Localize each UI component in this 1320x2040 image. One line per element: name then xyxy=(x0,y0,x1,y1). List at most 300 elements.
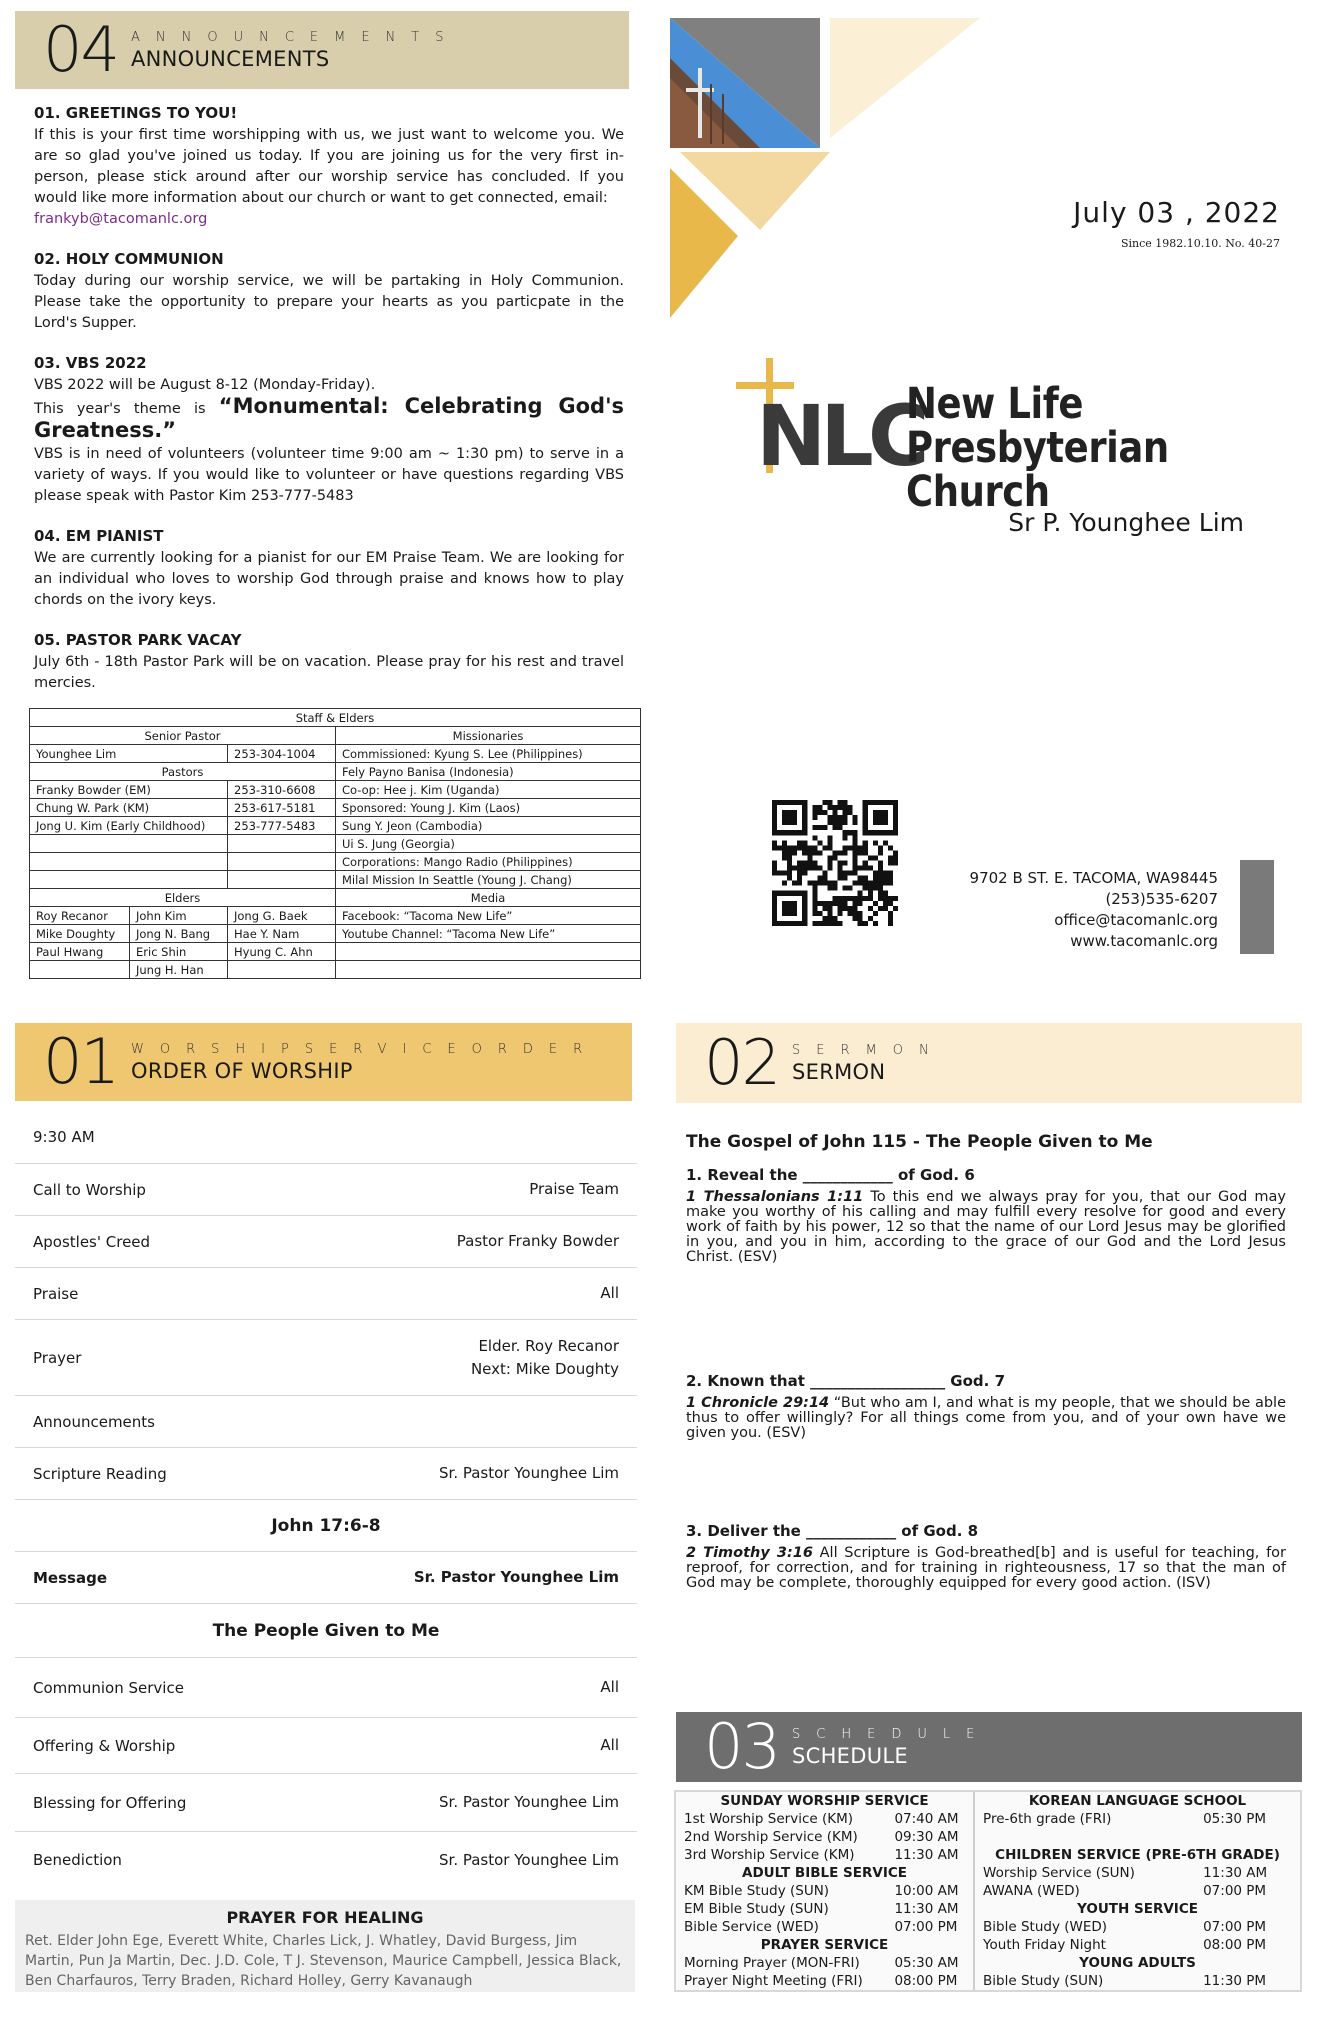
scripture-reference: John 17:6-8 xyxy=(271,1515,381,1536)
worship-header xyxy=(15,1023,632,1101)
contact-email-link[interactable]: frankyb@tacomanlc.org xyxy=(34,211,208,227)
decorative-bar xyxy=(1240,860,1274,954)
qr-module xyxy=(843,876,848,881)
service-time: 9:30 AM xyxy=(33,1127,95,1146)
qr-module xyxy=(817,805,822,810)
worship-item-label: Blessing for Offering xyxy=(33,1793,187,1812)
worship-item-label: Benediction xyxy=(33,1851,122,1869)
announcement-item xyxy=(34,104,624,230)
cover-triangle-art xyxy=(670,18,990,320)
qr-module xyxy=(883,901,888,906)
elder-name: Jung H. Han xyxy=(130,961,228,979)
qr-module xyxy=(873,881,878,886)
media-item: Youtube Channel: “Tacoma New Life” xyxy=(336,925,641,943)
qr-module xyxy=(822,810,827,815)
worship-item xyxy=(15,1164,637,1216)
schedule-event: Worship Service (SUN) xyxy=(983,1865,1135,1881)
qr-module xyxy=(812,881,817,886)
schedule-event: 1st Worship Service (KM) xyxy=(684,1811,853,1827)
street-address: 9702 B ST. E. TACOMA, WA98445 xyxy=(969,869,1218,887)
announcement-text: VBS 2022 will be August 8-12 (Monday-Friday). xyxy=(34,377,376,393)
section-title: SERMON xyxy=(792,1059,886,1084)
message-title-row xyxy=(15,1604,637,1658)
qr-module xyxy=(863,886,868,891)
qr-module xyxy=(807,855,812,860)
qr-module xyxy=(787,866,792,871)
qr-module xyxy=(843,860,848,865)
schedule-section-heading: CHILDREN SERVICE (PRE-6TH GRADE) xyxy=(995,1847,1280,1863)
qr-module xyxy=(792,845,797,850)
announcements-header xyxy=(15,11,629,89)
qr-module xyxy=(827,921,832,926)
qr-module xyxy=(827,805,832,810)
qr-module xyxy=(817,810,822,815)
qr-module xyxy=(888,901,893,906)
worship-item-leader: Sr. Pastor Younghee Lim xyxy=(439,1793,619,1811)
qr-module xyxy=(893,896,898,901)
prayer-leader: Elder. Roy Recanor xyxy=(478,1336,619,1355)
qr-code[interactable] xyxy=(772,800,898,926)
next-prayer-leader: Next: Mike Doughty xyxy=(470,1359,619,1378)
qr-module xyxy=(883,881,888,886)
schedule-event: Youth Friday Night xyxy=(983,1937,1106,1953)
qr-module xyxy=(883,871,888,876)
qr-module xyxy=(888,896,893,901)
qr-module xyxy=(807,845,812,850)
worship-item-leader xyxy=(471,1335,619,1381)
qr-module xyxy=(838,921,843,926)
qr-module xyxy=(843,830,848,835)
elders-heading: Elders xyxy=(30,889,336,907)
qr-module xyxy=(838,876,843,881)
schedule-section-heading: YOUNG ADULTS xyxy=(1079,1955,1196,1971)
qr-module xyxy=(838,805,843,810)
worship-item xyxy=(15,1268,637,1320)
qr-module xyxy=(858,845,863,850)
prayer-for-healing xyxy=(15,1900,635,1992)
qr-module xyxy=(777,871,782,876)
schedule-row xyxy=(676,1828,1300,1846)
announcement-text: If this is your first time worshipping with us, we just want to welcome you. We are so glad you've joined us today. If you are joining us for the very first in-person, please stick around after our worship service has concluded. If you would like more information about our church or want to get connected, email: xyxy=(34,127,624,206)
qr-module xyxy=(893,860,898,865)
qr-module xyxy=(843,820,848,825)
qr-module xyxy=(827,845,832,850)
qr-module xyxy=(863,845,868,850)
qr-module xyxy=(868,886,873,891)
schedule-section-heading: YOUTH SERVICE xyxy=(1077,1901,1198,1917)
worship-item xyxy=(15,1216,637,1268)
section-number: 02 xyxy=(704,1026,779,1099)
qr-module xyxy=(772,845,777,850)
announcement-text: July 6th - 18th Pastor Park will be on vacation. Please pray for his rest and travel mercies. xyxy=(34,654,624,691)
qr-module xyxy=(878,891,883,896)
schedule-row xyxy=(676,1972,1300,1990)
qr-module xyxy=(787,860,792,865)
verse-reference: 1 Chronicle 29:14 xyxy=(686,1395,830,1411)
qr-module xyxy=(848,830,853,835)
qr-module xyxy=(878,906,883,911)
worship-time-row xyxy=(15,1110,637,1164)
qr-module xyxy=(832,820,837,825)
qr-module xyxy=(822,871,827,876)
qr-module xyxy=(832,825,837,830)
message-label: Message xyxy=(33,1568,107,1587)
qr-module xyxy=(873,840,878,845)
qr-module xyxy=(802,871,807,876)
qr-module xyxy=(822,825,827,830)
qr-module xyxy=(853,855,858,860)
qr-module xyxy=(893,906,898,911)
qr-module xyxy=(782,845,787,850)
qr-module xyxy=(878,871,883,876)
qr-module xyxy=(827,855,832,860)
qr-module xyxy=(782,855,787,860)
worship-item xyxy=(15,1832,637,1888)
qr-module xyxy=(853,911,858,916)
qr-module xyxy=(827,860,832,865)
qr-module xyxy=(797,876,802,881)
qr-module xyxy=(812,805,817,810)
qr-module xyxy=(787,871,792,876)
worship-item xyxy=(15,1448,637,1500)
qr-module xyxy=(832,855,837,860)
qr-module xyxy=(827,840,832,845)
qr-module xyxy=(843,800,848,805)
qr-module xyxy=(812,860,817,865)
qr-module xyxy=(812,911,817,916)
qr-module xyxy=(858,876,863,881)
church-contact xyxy=(970,868,1218,952)
empty-cell xyxy=(30,871,228,889)
elder-name: Hyung C. Ahn xyxy=(228,943,336,961)
qr-module xyxy=(797,860,802,865)
qr-module xyxy=(848,871,853,876)
qr-module xyxy=(888,881,893,886)
qr-module xyxy=(888,845,893,850)
announcement-item xyxy=(34,631,624,694)
qr-module xyxy=(858,891,863,896)
section-number: 01 xyxy=(43,1025,118,1098)
qr-module xyxy=(807,866,812,871)
qr-module xyxy=(827,901,832,906)
qr-module xyxy=(893,855,898,860)
schedule-time: 11:30 AM xyxy=(886,1846,974,1864)
qr-module xyxy=(868,881,873,886)
schedule-event: Prayer Night Meeting (FRI) xyxy=(684,1973,863,1989)
schedule-row xyxy=(676,1792,1300,1810)
qr-module xyxy=(853,906,858,911)
missionary: Milal Mission In Seattle (Young J. Chang) xyxy=(336,871,641,889)
vbs-theme: “Monumental: Celebrating God's Greatness.” xyxy=(34,394,625,442)
church-name xyxy=(906,379,1262,517)
qr-module xyxy=(812,896,817,901)
sermon-header xyxy=(676,1023,1302,1103)
qr-module xyxy=(878,876,883,881)
qr-module xyxy=(848,810,853,815)
qr-module xyxy=(832,896,837,901)
announcement-item xyxy=(34,354,624,507)
qr-module xyxy=(772,840,777,845)
media-item: Facebook: “Tacoma New Life” xyxy=(336,907,641,925)
staff-name: Franky Bowder (EM) xyxy=(30,781,228,799)
qr-module xyxy=(868,891,873,896)
qr-module xyxy=(807,881,812,886)
qr-module xyxy=(838,825,843,830)
qr-module xyxy=(843,906,848,911)
missionary: Commissioned: Kyung S. Lee (Philippines) xyxy=(336,745,641,763)
empty-cell xyxy=(336,961,641,979)
qr-module xyxy=(782,850,787,855)
qr-module xyxy=(838,860,843,865)
qr-module xyxy=(888,871,893,876)
qr-module xyxy=(838,820,843,825)
schedule-time: 11:30 AM xyxy=(1203,1865,1268,1881)
qr-module xyxy=(807,850,812,855)
worship-item xyxy=(15,1320,637,1396)
qr-module xyxy=(822,916,827,921)
schedule-event: 3rd Worship Service (KM) xyxy=(684,1847,855,1863)
qr-module xyxy=(832,921,837,926)
qr-module xyxy=(802,840,807,845)
qr-module xyxy=(873,886,878,891)
website-link[interactable]: www.tacomanlc.org xyxy=(1070,932,1218,950)
qr-finder xyxy=(873,810,888,825)
qr-module xyxy=(858,921,863,926)
qr-module xyxy=(873,921,878,926)
qr-module xyxy=(838,911,843,916)
qr-module xyxy=(787,845,792,850)
schedule-header xyxy=(676,1712,1302,1782)
qr-module xyxy=(888,860,893,865)
verse-text: All Scripture is God-breathed[b] and is useful for teaching, for reproof, for correction, and for training in righteousness, 17 so that the man of God may be complete, thoroughly equipped for every good action. (ISV) xyxy=(686,1545,1287,1591)
qr-module xyxy=(848,805,853,810)
sermon-point-heading: 3. Deliver the ____________ of God. 8 xyxy=(686,1522,979,1540)
verse-text: To this end we always pray for you, that our God may make you worthy of his calling and may fulfill every resolve for good and every work of faith by his power, 12 so that the name of our Lord Jesus may be glorified in you, and you in him, according to the grace of our God and the Lord Jesus Christ. (ESV) xyxy=(686,1189,1286,1265)
qr-module xyxy=(858,866,863,871)
church-name-line: Presbyterian Church xyxy=(906,423,1169,517)
section-number: 03 xyxy=(704,1710,779,1783)
schedule-time: 07:00 PM xyxy=(886,1918,974,1936)
qr-module xyxy=(782,881,787,886)
qr-module xyxy=(832,881,837,886)
qr-module xyxy=(853,840,858,845)
verse-reference: 1 Thessalonians 1:11 xyxy=(686,1189,864,1205)
qr-finder xyxy=(782,810,797,825)
qr-module xyxy=(817,825,822,830)
qr-module xyxy=(787,876,792,881)
qr-module xyxy=(853,850,858,855)
qr-module xyxy=(797,871,802,876)
qr-module xyxy=(878,866,883,871)
qr-module xyxy=(878,881,883,886)
worship-item xyxy=(15,1396,637,1448)
qr-module xyxy=(827,866,832,871)
worship-item-leader: All xyxy=(600,1284,619,1302)
worship-item-label: Call to Worship xyxy=(33,1180,146,1199)
qr-module xyxy=(787,850,792,855)
schedule-event: 2nd Worship Service (KM) xyxy=(684,1829,858,1845)
qr-module xyxy=(863,876,868,881)
worship-item-leader: All xyxy=(600,1678,619,1696)
qr-module xyxy=(812,921,817,926)
qr-module xyxy=(883,896,888,901)
worship-item-leader: Pastor Franky Bowder xyxy=(456,1232,619,1250)
schedule-time: 07:00 PM xyxy=(1203,1919,1267,1935)
qr-module xyxy=(848,906,853,911)
qr-module xyxy=(827,916,832,921)
announcement-title: 05. PASTOR PARK VACAY xyxy=(34,631,242,649)
qr-module xyxy=(843,845,848,850)
sermon-point-verse xyxy=(686,1546,1286,1591)
section-spaced-label: ANNOUNCEMENTS xyxy=(131,29,460,45)
qr-module xyxy=(853,901,858,906)
qr-module xyxy=(817,850,822,855)
section-number: 04 xyxy=(43,13,118,86)
missionary: Sung Y. Jeon (Cambodia) xyxy=(336,817,641,835)
missionary: Corporations: Mango Radio (Philippines) xyxy=(336,853,641,871)
announcement-title: 02. HOLY COMMUNION xyxy=(34,250,224,268)
schedule-time: 10:00 AM xyxy=(886,1882,974,1900)
schedule-time: 07:00 PM xyxy=(1203,1883,1267,1899)
section-title: ORDER OF WORSHIP xyxy=(131,1058,353,1083)
schedule-event xyxy=(974,1828,1195,1846)
qr-module xyxy=(817,840,822,845)
sermon-notes xyxy=(686,1132,1286,1591)
schedule-event: Bible Study (SUN) xyxy=(983,1973,1104,1989)
qr-module xyxy=(888,916,893,921)
qr-module xyxy=(827,815,832,820)
qr-module xyxy=(802,866,807,871)
sermon-point-verse xyxy=(686,1190,1286,1265)
missionary: Co-op: Hee j. Kim (Uganda) xyxy=(336,781,641,799)
staff-phone: 253-777-5483 xyxy=(228,817,336,835)
qr-module xyxy=(792,881,797,886)
qr-module xyxy=(888,855,893,860)
announcements-list xyxy=(34,104,624,714)
qr-module xyxy=(853,815,858,820)
elder-name: Mike Doughty xyxy=(30,925,130,943)
missionaries-heading: Missionaries xyxy=(336,727,641,745)
pale-triangle xyxy=(830,18,980,138)
qr-module xyxy=(827,820,832,825)
worship-item-leader: Sr. Pastor Younghee Lim xyxy=(439,1850,619,1869)
qr-module xyxy=(812,906,817,911)
announcement-text: Today during our worship service, we will be partaking in Holy Communion. Please take the opportunity to prepare your hearts as you particpate in the Lord's Supper. xyxy=(34,273,624,331)
qr-module xyxy=(868,916,873,921)
section-spaced-label: SCHEDULE xyxy=(792,1726,991,1742)
qr-module xyxy=(838,896,843,901)
qr-module xyxy=(863,921,868,926)
worship-item xyxy=(15,1774,637,1832)
worship-item-label: Apostles' Creed xyxy=(33,1232,151,1251)
qr-module xyxy=(812,886,817,891)
qr-module xyxy=(838,871,843,876)
qr-module xyxy=(868,906,873,911)
qr-module xyxy=(822,906,827,911)
qr-module xyxy=(873,871,878,876)
sermon-point xyxy=(686,1166,1286,1372)
message-preacher: Sr. Pastor Younghee Lim xyxy=(413,1568,619,1586)
qr-module xyxy=(843,850,848,855)
worship-item xyxy=(15,1658,637,1718)
elder-name: Hae Y. Nam xyxy=(228,925,336,943)
qr-module xyxy=(792,866,797,871)
schedule-row xyxy=(676,1900,1300,1918)
announcement-item xyxy=(34,250,624,334)
qr-module xyxy=(888,911,893,916)
schedule-row xyxy=(676,1882,1300,1900)
vbs-theme-prefix: This year's theme is xyxy=(34,401,219,417)
qr-module xyxy=(827,881,832,886)
sermon-point xyxy=(686,1372,1286,1522)
qr-module xyxy=(838,906,843,911)
qr-module xyxy=(782,871,787,876)
elder-name: Eric Shin xyxy=(130,943,228,961)
qr-module xyxy=(812,810,817,815)
qr-module xyxy=(888,876,893,881)
qr-module xyxy=(812,815,817,820)
schedule-row xyxy=(676,1846,1300,1864)
qr-module xyxy=(827,911,832,916)
schedule-row xyxy=(676,1810,1300,1828)
worship-order-list xyxy=(15,1110,637,1888)
scripture-passage xyxy=(15,1500,637,1552)
qr-module xyxy=(812,901,817,906)
worship-item-label: Offering & Worship xyxy=(33,1736,176,1755)
qr-module xyxy=(822,881,827,886)
vbs-theme-line xyxy=(34,396,624,444)
sermon-point-verse xyxy=(686,1396,1286,1441)
qr-module xyxy=(812,835,817,840)
qr-module xyxy=(812,891,817,896)
qr-module xyxy=(772,871,777,876)
qr-module xyxy=(827,800,832,805)
qr-module xyxy=(797,845,802,850)
schedule-section-heading: ADULT BIBLE SERVICE xyxy=(676,1864,974,1882)
qr-module xyxy=(853,835,858,840)
qr-module xyxy=(878,850,883,855)
elder-name: Jong N. Bang xyxy=(130,925,228,943)
bulletin-date: July 03 , 2022 xyxy=(1073,196,1280,229)
worship-item-label: Announcements xyxy=(33,1412,155,1431)
qr-module xyxy=(858,911,863,916)
qr-module xyxy=(787,855,792,860)
sermon-point xyxy=(686,1522,1286,1591)
worship-item-leader: Sr. Pastor Younghee Lim xyxy=(439,1464,619,1482)
announcement-item xyxy=(34,527,624,611)
qr-module xyxy=(878,860,883,865)
qr-module xyxy=(888,921,893,926)
qr-module xyxy=(817,866,822,871)
schedule-row xyxy=(676,1918,1300,1936)
qr-module xyxy=(863,866,868,871)
schedule-section-heading: SUNDAY WORSHIP SERVICE xyxy=(676,1792,974,1810)
office-email[interactable]: office@tacomanlc.org xyxy=(1054,911,1218,929)
qr-module xyxy=(868,855,873,860)
worship-item-label: Prayer xyxy=(33,1348,82,1367)
qr-module xyxy=(843,810,848,815)
qr-module xyxy=(843,886,848,891)
schedule-time: 08:00 PM xyxy=(886,1972,974,1990)
missionary: Ui S. Jung (Georgia) xyxy=(336,835,641,853)
qr-module xyxy=(832,850,837,855)
qr-module xyxy=(883,840,888,845)
schedule-time: 05:30 AM xyxy=(886,1954,974,1972)
qr-module xyxy=(832,805,837,810)
qr-module xyxy=(853,881,858,886)
qr-module xyxy=(843,805,848,810)
qr-module xyxy=(873,876,878,881)
